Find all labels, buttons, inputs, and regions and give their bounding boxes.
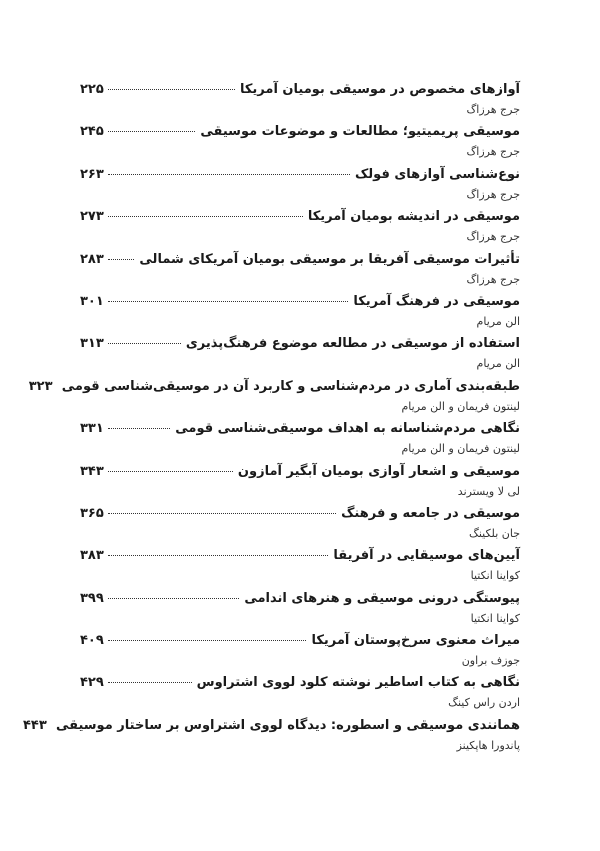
leader-dots	[108, 258, 134, 260]
toc-entry	[80, 421, 520, 463]
toc-entry	[80, 464, 520, 506]
table-of-contents	[22, 82, 520, 760]
toc-entry-title: آوازهای مخصوص در موسیقی بومیان آمریکا	[239, 82, 520, 97]
toc-entry-title: همانندی موسیقی و اسطوره: دیدگاه لووی اشتراوس بر ساختار موسیقی	[55, 717, 520, 733]
leader-dots	[108, 130, 195, 132]
toc-entry-author: کواینا انکتیا	[470, 611, 520, 625]
toc-page-number: ۲۴۵	[80, 124, 104, 140]
toc-entry	[80, 294, 520, 336]
toc-entry	[80, 548, 520, 590]
toc-page-number: ۲۶۳	[80, 166, 104, 182]
toc-title-line	[80, 591, 520, 611]
leader-dots	[108, 597, 239, 599]
toc-title-line	[22, 717, 520, 738]
toc-entry-author: الن مریام	[476, 357, 520, 371]
toc-title-line	[80, 675, 520, 695]
toc-title-line	[80, 421, 520, 441]
toc-page-number: ۳۶۵	[80, 505, 104, 521]
toc-title-line	[80, 336, 520, 356]
leader-dots	[108, 215, 303, 217]
toc-entry-title: موسیقی در فرهنگ آمریکا	[353, 293, 520, 309]
leader-dots	[108, 470, 233, 472]
toc-entry-author: جرج هرزاگ	[466, 230, 520, 244]
leader-dots	[108, 554, 328, 556]
toc-entry-author: لی لا ویسترند	[457, 484, 520, 498]
toc-entry-author: لینتون فریمان و الن مریام	[401, 442, 520, 456]
toc-title-line	[80, 167, 520, 187]
toc-entry-title: موسیقی در اندیشه بومیان آمریکا	[307, 209, 520, 225]
toc-entry-title: طبقه‌بندی آماری در مردم‌شناسی و کاربرد آن در موسیقی‌شناسی قومی	[61, 378, 520, 394]
toc-title-line	[80, 252, 520, 272]
leader-dots	[108, 512, 336, 514]
leader-dots	[108, 300, 348, 302]
leader-dots	[108, 427, 170, 429]
toc-entry-title: موسیقی و اشعار آوازی بومیان آبگیر آمازون	[237, 463, 520, 479]
toc-entry	[80, 252, 520, 294]
toc-page-number: ۳۲۳	[28, 378, 53, 394]
toc-page-number: ۲۲۵	[80, 82, 104, 97]
toc-title-line	[80, 633, 520, 653]
toc-page-number: ۴۰۹	[80, 633, 104, 649]
toc-entry-title: نوع‌شناسی آوازهای فولک	[354, 166, 520, 182]
toc-title-line	[28, 378, 520, 399]
toc-page-number: ۳۰۱	[80, 293, 104, 309]
toc-entry-author: جرج هرزاگ	[466, 272, 520, 286]
toc-page-number: ۲۷۳	[80, 209, 104, 225]
toc-entry	[80, 167, 520, 209]
toc-entry	[80, 591, 520, 633]
toc-entry-author: پاندورا هاپکینز	[456, 738, 520, 752]
toc-entry-author: جرج هرزاگ	[466, 187, 520, 201]
leader-dots	[108, 173, 350, 175]
toc-title-line	[80, 82, 520, 102]
toc-entry	[80, 336, 520, 378]
toc-page-number: ۳۹۹	[80, 590, 104, 606]
toc-entry-title: موسیقی پریمیتیو؛ مطالعات و موضوعات موسیقی	[200, 124, 520, 140]
toc-title-line	[80, 464, 520, 484]
leader-dots	[108, 681, 192, 683]
toc-title-line	[80, 294, 520, 314]
toc-entry-title: نگاهی به کتاب اساطیر نوشته کلود لووی اشتراوس	[196, 675, 520, 691]
toc-page-number: ۳۱۳	[80, 336, 104, 352]
toc-entry-title: تأثیرات موسیقی آفریقا بر موسیقی بومیان آمریکای شمالی	[139, 251, 520, 267]
toc-title-line	[80, 124, 520, 144]
toc-entry-title: میراث معنوی سرخ‌پوستان آمریکا	[311, 633, 520, 649]
leader-dots	[108, 342, 181, 344]
toc-page-number: ۳۴۳	[80, 463, 104, 479]
toc-entry	[80, 124, 520, 166]
leader-dots	[108, 88, 235, 90]
toc-page-number: ۴۴۳	[22, 717, 47, 733]
toc-entry-title: پیوستگی درونی موسیقی و هنرهای اندامی	[244, 590, 520, 606]
toc-entry-author: جرج هرزاگ	[466, 103, 520, 116]
toc-entry	[80, 209, 520, 251]
toc-entry	[80, 82, 520, 124]
toc-entry-title: نگاهی مردم‌شناسانه به اهداف موسیقی‌شناسی قومی	[175, 421, 520, 437]
toc-title-line	[80, 506, 520, 526]
toc-entry-title: موسیقی در جامعه و فرهنگ	[341, 505, 520, 521]
toc-entry-title: آیین‌های موسیقایی در آفریقا	[333, 548, 520, 564]
toc-entry-author: الن مریام	[476, 314, 520, 328]
toc-entry	[80, 633, 520, 675]
toc-entry-author: جرج هرزاگ	[466, 145, 520, 159]
toc-entry-author: جان بلکینگ	[469, 526, 520, 540]
toc-entry	[28, 378, 520, 421]
toc-page-number: ۲۸۳	[80, 251, 104, 267]
toc-entry-title: استفاده از موسیقی در مطالعه موضوع فرهنگ‌پذیری	[185, 336, 520, 352]
toc-title-line	[80, 209, 520, 229]
toc-page-number: ۳۸۳	[80, 548, 104, 564]
toc-entry-author: کواینا انکتیا	[470, 569, 520, 583]
leader-dots	[108, 639, 306, 641]
toc-entry-author: اردن راس کینگ	[448, 696, 520, 710]
toc-entry-author: لینتون فریمان و الن مریام	[401, 399, 520, 413]
toc-page-number: ۴۲۹	[80, 675, 104, 691]
toc-entry	[22, 717, 520, 760]
toc-title-line	[80, 548, 520, 568]
toc-entry	[80, 675, 520, 717]
toc-page-number: ۳۳۱	[80, 421, 104, 437]
toc-entry	[80, 506, 520, 548]
toc-entry-author: جوزف براون	[461, 654, 520, 668]
